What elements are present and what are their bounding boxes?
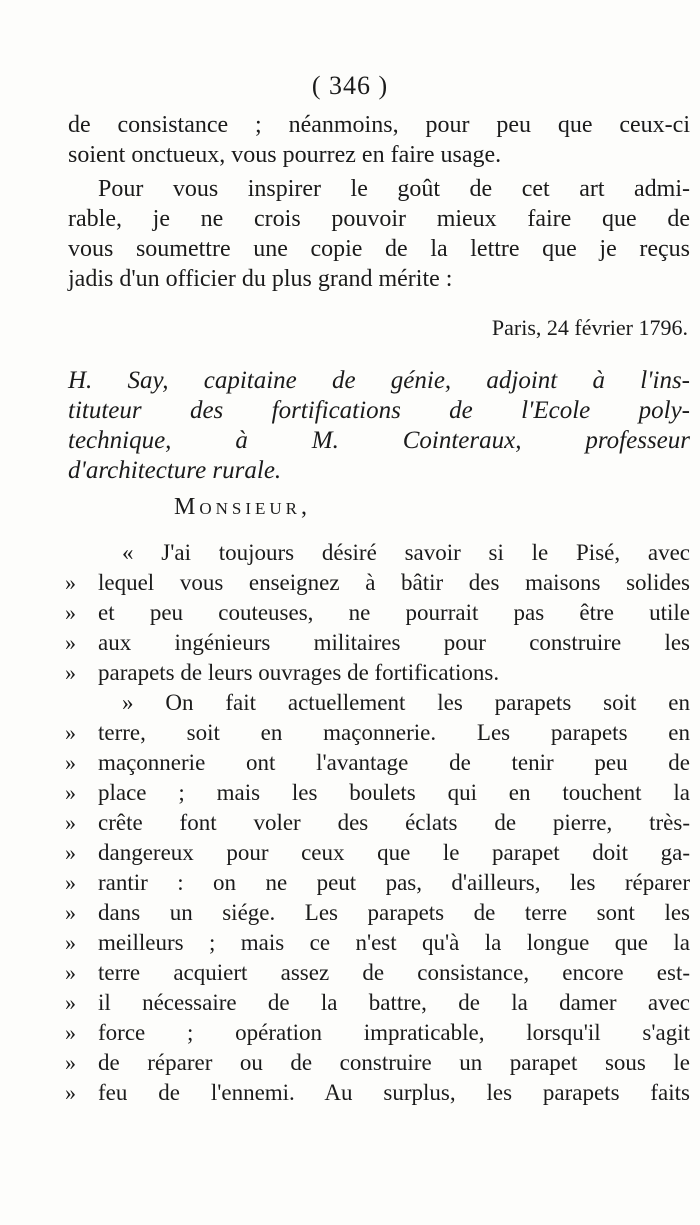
- guillemet-marker: »: [65, 630, 76, 655]
- letter-line: feu de l'ennemi. Au surplus, les parapets faits: [98, 1080, 690, 1105]
- letter-line: force ; opération impraticable, lorsqu'il s'agit: [98, 1020, 690, 1045]
- guillemet-marker: »: [65, 1050, 76, 1075]
- guillemet-marker: »: [65, 900, 76, 925]
- letter-line: il nécessaire de la battre, de la damer avec: [98, 990, 690, 1015]
- letter-line: terre, soit en maçonnerie. Les parapets en: [98, 720, 690, 745]
- letter-line: rantir : on ne peut pas, d'ailleurs, les réparer: [98, 870, 690, 895]
- guillemet-marker: »: [65, 570, 76, 595]
- guillemet-marker: »: [65, 1020, 76, 1045]
- letter-line: terre acquiert assez de consistance, encore est-: [98, 960, 690, 985]
- letter-line: meilleurs ; mais ce n'est qu'à la longue que la: [98, 930, 690, 955]
- address-line: tituteur des fortifications de l'Ecole poly-: [68, 397, 690, 424]
- letter-line: et peu couteuses, ne pourrait pas être utile: [98, 600, 690, 625]
- letter-line: parapets de leurs ouvrages de fortifications.: [98, 660, 500, 685]
- guillemet-marker: »: [65, 870, 76, 895]
- address-line: technique, à M. Cointeraux, professeur: [68, 427, 690, 454]
- guillemet-marker: »: [65, 780, 76, 805]
- letter-line: » On fait actuellement les parapets soit en: [122, 690, 690, 715]
- guillemet-marker: »: [65, 990, 76, 1015]
- letter-line: dans un siége. Les parapets de terre sont les: [98, 900, 690, 925]
- guillemet-marker: »: [65, 600, 76, 625]
- letter-line: de réparer ou de construire un parapet sous le: [98, 1050, 690, 1075]
- guillemet-marker: »: [65, 750, 76, 775]
- page-number: ( 346 ): [311, 71, 389, 100]
- guillemet-marker: »: [65, 660, 76, 685]
- guillemet-marker: »: [65, 930, 76, 955]
- intro-line: vous soumettre une copie de la lettre que je reçus: [68, 236, 690, 262]
- intro-line: rable, je ne crois pouvoir mieux faire que de: [68, 206, 690, 232]
- guillemet-marker: »: [65, 810, 76, 835]
- letter-line: lequel vous enseignez à bâtir des maisons solides: [98, 570, 690, 595]
- address-line: H. Say, capitaine de génie, adjoint à l'ins-: [68, 367, 690, 394]
- guillemet-marker: »: [65, 1080, 76, 1105]
- intro-line: Pour vous inspirer le goût de cet art admi-: [98, 176, 690, 202]
- guillemet-marker: »: [65, 840, 76, 865]
- intro-line: jadis d'un officier du plus grand mérite :: [68, 266, 453, 292]
- salutation: Monsieur,: [174, 494, 312, 520]
- letter-line: crête font voler des éclats de pierre, très-: [98, 810, 690, 835]
- letter-line: aux ingénieurs militaires pour construire les: [98, 630, 690, 655]
- letter-line: « J'ai toujours désiré savoir si le Pisé, avec: [122, 540, 690, 565]
- intro-line: de consistance ; néanmoins, pour peu que ceux-ci: [68, 112, 690, 138]
- address-line: d'architecture rurale.: [68, 457, 282, 484]
- intro-line: soient onctueux, vous pourrez en faire usage.: [68, 142, 502, 168]
- letter-line: dangereux pour ceux que le parapet doit ga-: [98, 840, 690, 865]
- guillemet-marker: »: [65, 720, 76, 745]
- letter-line: maçonnerie ont l'avantage de tenir peu de: [98, 750, 690, 775]
- dateline: Paris, 24 février 1796.: [491, 315, 688, 340]
- letter-line: place ; mais les boulets qui en touchent la: [98, 780, 690, 805]
- guillemet-marker: »: [65, 960, 76, 985]
